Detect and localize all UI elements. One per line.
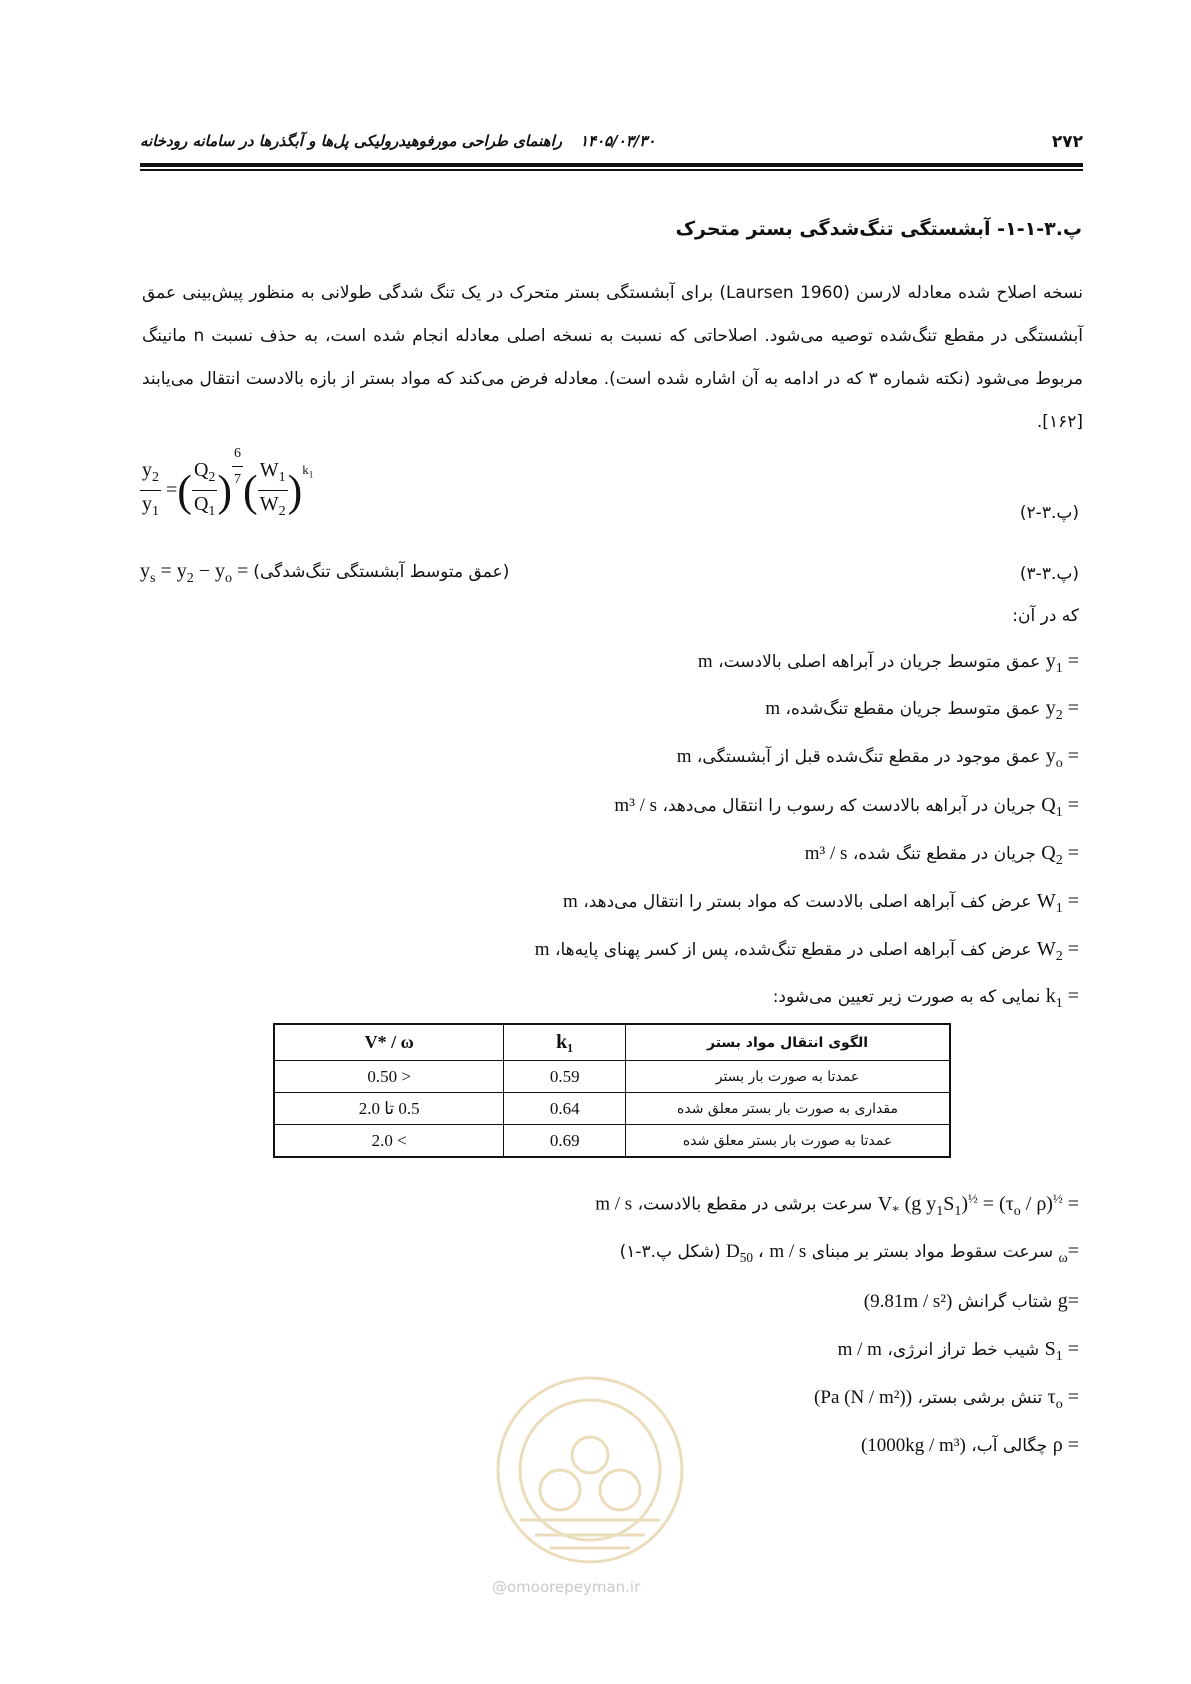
definition-unit: (1000kg / m³): [860, 1435, 966, 1456]
definition-symbol: = $y_2$: [1045, 697, 1079, 723]
definition-symbol: = $k_1$: [1045, 985, 1079, 1011]
definition-symbol: = $W_1$: [1036, 890, 1079, 916]
definition-symbol: = $y_o$: [1045, 745, 1079, 771]
definition-item: [535, 938, 1079, 965]
intro-paragraph: نسخه اصلاح شده معادله لارسن (Laursen 1960) برای آبشستگی بستر متحرک در یک تنگ شدگی طولانی به منظور پیش‌بینی عمق آبشستگی در مقطع تنگ‌شده توصیه می‌شود. اصلاحاتی که نسبت به نسخه اصلی معادله انجام شده است، به حذف نسبت n مانینگ مربوط می‌شود (نکته شماره ۳ که در ادامه به آن اشاره شده است). معادله فرض می‌کند که مواد بستر از بازه بالادست انتقال می‌یابند [۱۶۲].: [142, 283, 1084, 432]
page-header: [140, 128, 1083, 162]
definition-symbol: = $Q_2$: [1041, 842, 1079, 868]
table-header-pattern: الگوی انتقال مواد بستر: [626, 1024, 950, 1061]
header-rule-thin: [140, 169, 1083, 171]
definition-unit: m: [563, 891, 578, 912]
equation-number-3: (پ.۳-۳): [1019, 564, 1079, 584]
definition-text: چگالی آب،: [971, 1436, 1048, 1456]
definition-text: جریان در آبراهه بالادست که رسوب را انتقال می‌دهد،: [662, 796, 1036, 816]
definition-tau: = $\tau_o$ تنش برشی بستر، (Pa (N / m²)): [814, 1386, 1079, 1412]
definition-item: [805, 842, 1079, 869]
page-number: ۲۷۲: [1051, 132, 1083, 152]
table-cell-pattern: مقداری به صورت بار بستر معلق شده: [626, 1093, 950, 1125]
equation-number-2: (پ.۳-۲): [1019, 503, 1079, 523]
definition-text: سرعت سقوط مواد بستر بر مبنای: [811, 1242, 1054, 1262]
definition-item: [614, 794, 1079, 821]
definition-item: [765, 697, 1079, 724]
equation-3-text: (عمق متوسط آبشستگی تنگ‌شدگی): [253, 562, 510, 582]
definition-symbol: = $W_2$: [1036, 938, 1079, 964]
definition-vstar: = $V_*$ (g $y_1S_1)^{\frac{1}{2}} = (\tau_o / \rho)^{\frac{1}{2}}$ سرعت برشی در مقطع بالادست، m / s: [595, 1190, 1079, 1219]
definition-item: [563, 890, 1079, 917]
definition-text: نمایی که به صورت زیر تعیین می‌شود:: [772, 987, 1041, 1007]
k1-table: [273, 1023, 951, 1158]
header-rule-thick: [140, 163, 1083, 167]
table-header-k1: k₁: [504, 1024, 626, 1061]
where-label: که در آن:: [1012, 606, 1079, 626]
table-cell-pattern: عمدتا به صورت بار بستر معلق شده: [626, 1125, 950, 1158]
definition-text: شیب خط تراز انرژی،: [887, 1340, 1040, 1360]
table-header-ratio: V* / ω: [274, 1024, 504, 1061]
definition-unit: m³ / s: [804, 843, 848, 864]
equation-laursen: $\frac{y_2}{y_1}$ =( $\frac{Q_2}{Q_1}$ ) $^{\frac{6}{7}}$ ( $\frac{W_1}{W_2}$ )$^{k_1}$: [140, 458, 313, 525]
definition-text: عرض کف آبراهه اصلی در مقطع تنگ‌شده، پس از کسر پهنای پایه‌ها،: [554, 940, 1032, 960]
definition-unit: m: [676, 746, 692, 767]
definition-unit: (9.81m / s²): [863, 1291, 953, 1312]
table-cell-k1: 0.64: [504, 1093, 626, 1125]
definition-text: تنش برشی بستر،: [917, 1388, 1043, 1408]
definition-unit: (Pa (N / m²)): [814, 1387, 913, 1408]
definition-unit: m / s: [595, 1193, 633, 1215]
table-cell-pattern: عمدتا به صورت بار بستر: [626, 1061, 950, 1093]
definition-text: عمق متوسط جریان در آبراهه اصلی بالادست،: [718, 652, 1041, 672]
definition-text: جریان در مقطع تنگ شده،: [852, 844, 1036, 864]
definition-item: [677, 745, 1079, 772]
definition-unit: m / m: [837, 1339, 882, 1360]
definition-unit: m: [765, 698, 781, 719]
definition-text: عمق متوسط جریان مقطع تنگ‌شده،: [785, 699, 1041, 719]
definition-item: [698, 650, 1079, 677]
watermark-logo-icon: [490, 1370, 690, 1570]
definition-unit: m³ / s: [614, 795, 658, 816]
table-cell-ratio: 0.5 تا 2.0: [274, 1093, 504, 1125]
definition-S1: = $S_1$ شیب خط تراز انرژی، m / m: [837, 1338, 1079, 1364]
definition-item: [773, 985, 1079, 1012]
section-heading: پ.۳-۱-۱- آبشستگی تنگ‌شدگی بستر متحرک: [675, 218, 1082, 240]
table-cell-k1: 0.59: [504, 1061, 626, 1093]
table-row: [274, 1093, 950, 1125]
table-row: [274, 1061, 950, 1093]
definition-unit: m / s: [769, 1241, 807, 1262]
definition-rho: = ρ چگالی آب، (1000kg / m³): [860, 1434, 1079, 1456]
definition-symbol: = $Q_1$: [1041, 794, 1079, 820]
definition-unit: m: [697, 651, 713, 672]
definition-text: عمق موجود در مقطع تنگ‌شده قبل از آبشستگی،: [696, 747, 1041, 767]
definition-g: =g شتاب گرانش (9.81m / s²): [863, 1290, 1079, 1312]
equation-scour-depth: $y_s = y_2 - y_o$ = (عمق متوسط آبشستگی تنگ‌شدگی): [140, 560, 510, 586]
watermark-text: @omoorepeyman.ir: [492, 1578, 641, 1596]
definition-unit: m: [534, 939, 550, 960]
definition-figure-ref: (شکل پ.۳-۱): [619, 1242, 721, 1262]
definition-text: عرض کف آبراهه اصلی بالادست که مواد بستر را انتقال می‌دهد،: [583, 892, 1032, 912]
table-cell-ratio: > 2.0: [274, 1125, 504, 1158]
header-date: ۱۴۰۵/۰۳/۳۰: [580, 132, 656, 150]
table-cell-ratio: < 0.50: [274, 1061, 504, 1093]
table-row: [274, 1125, 950, 1158]
definition-text: سرعت برشی در مقطع بالادست،: [637, 1194, 873, 1215]
definition-text: شتاب گرانش: [957, 1292, 1053, 1312]
definition-omega: $=_\omega$ سرعت سقوط مواد بستر بر مبنای $D_{50}$ ، m / s (شکل پ.۳-۱): [619, 1240, 1079, 1266]
definition-symbol: = $y_1$: [1045, 650, 1079, 676]
table-cell-k1: 0.69: [504, 1125, 626, 1158]
header-title: راهنمای طراحی مورفوهیدرولیکی پل‌ها و آبگذرها در سامانه رودخانه: [140, 132, 562, 150]
